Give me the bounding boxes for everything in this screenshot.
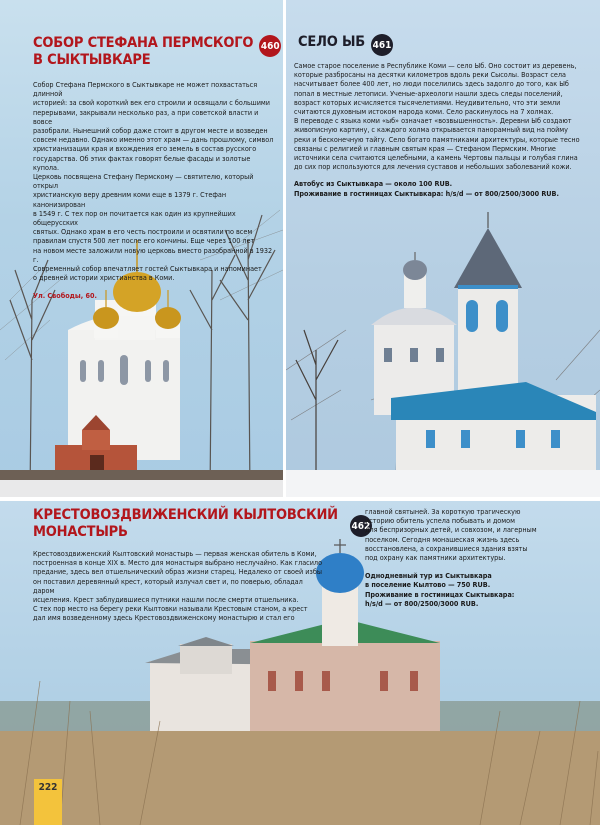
body-line: живописную картину, с каждого холма открывается панорамный вид на пойму	[294, 125, 569, 135]
body-line: совсем недавно. Однако именно этот храм — дань прошлому, символ	[33, 135, 274, 145]
body-line: связаны с религией и главным святым края — Стефаном Пермским. Многие	[294, 143, 556, 153]
body-line: построенная в конце XIX в. Место для монастыря выбрано неслучайно. Как гласило	[33, 558, 323, 568]
page-number: 222	[34, 779, 62, 825]
body-line: попал в местные летописи. Ученые-археологи нашли здесь следы поселений,	[294, 88, 563, 98]
body-line: христианскую веру древним коми еще в 1379 г. Стефан канонизирован	[33, 190, 227, 209]
body-line: Самое старое поселение в Республике Коми — село Ыб. Оно состоит из деревень,	[294, 61, 577, 70]
section-village-panel	[286, 0, 600, 497]
monastery-number-badge: 462	[350, 515, 372, 537]
body-line: о древней истории христианства в Коми.	[33, 273, 175, 283]
body-line: в 1549 г. С тех пор он почитается как один из крупнейших общерусских	[33, 208, 236, 228]
body-line: насчитывает более 400 лет, но люди поселились здесь задолго до того, как Ыб	[294, 79, 569, 89]
section-monastery-panel	[0, 501, 600, 825]
body-line: реки и бесконечную тайгу. Село богато памятниками архитектуры, которые тесно	[294, 134, 580, 144]
village-number-badge: 461	[371, 34, 393, 56]
section-cathedral-panel	[0, 0, 283, 497]
body-line: предание, здесь вел отшельнический образ жизни старец. Недалеко от своей избы	[33, 567, 322, 577]
village-body-text	[294, 61, 596, 198]
cathedral-title-line1: СОБОР СТЕФАНА ПЕРМСКОГО	[33, 35, 254, 51]
body-line: В переводе с языка коми «ыб» означает «возвышенность». Деревни Ыб создают	[294, 116, 572, 126]
monastery-title-line2: МОНАСТЫРЬ	[33, 524, 128, 540]
monastery-body-text	[33, 549, 323, 623]
body-line: дал имя возведенному здесь Крестовоздвиженскому монастырю и стал его	[33, 613, 295, 623]
body-line: которые разбросаны на десятки километров вдоль реки Сысолы. Возраст села	[294, 70, 566, 80]
body-line: историей: за свой короткий век его строили и освящали с большими	[33, 98, 270, 108]
monastery-tour-price: в поселение Кылтово — 750 RUB.	[365, 580, 491, 590]
village-bus-info: Автобус из Сыктывкара — около 100 RUB.	[294, 179, 453, 189]
monastery-hotel-label: Проживание в гостиницах Сыктывкара:	[365, 589, 515, 599]
monastery-tour-info: Однодневный тур из Сыктывкара	[365, 571, 492, 581]
body-line: святых. Однако храм в его честь построили и освятили по всем	[33, 227, 253, 237]
monastery-hotel-price: h/s/d — от 800/2500/3000 RUB.	[365, 598, 479, 608]
cathedral-body-text	[33, 80, 278, 301]
body-line: под охрану как памятники архитектуры.	[365, 553, 506, 563]
body-line: он поставил деревянный крест, который излучал свет и, по поверью, обладал даром	[33, 576, 303, 595]
body-line: Современный собор впечатляет гостей Сыктывкара и напоминает	[33, 264, 262, 274]
cathedral-heading	[33, 35, 281, 69]
cathedral-number-badge: 460	[259, 35, 281, 57]
monastery-body-text-right	[365, 507, 595, 608]
body-line: считаются духовным истоком народа коми. Село раскинулось на 7 холмах.	[294, 107, 554, 117]
monastery-title-line1: КРЕСТОВОЗДВИЖЕНСКИЙ КЫЛТОВСКИЙ	[33, 507, 338, 523]
body-line: Крестовоздвиженский Кылтовский монастырь — первая женская обитель в Коми,	[33, 549, 317, 558]
body-line: до сих пор используются для лечения суставов и небольших заболеваний кожи.	[294, 162, 572, 172]
body-line: возраст которых исчисляется тысячелетиями. Неудивительно, что эти земли	[294, 97, 561, 107]
body-line: поселком. Сегодня монашеская жизнь здесь	[365, 534, 520, 544]
body-line: на новом месте заложили новую церковь вместо разобранной в 1932 г.	[33, 245, 273, 264]
village-heading	[298, 34, 393, 56]
body-line: С тех пор место на берегу реки Кылтовки называли Крестовым станом, а крест	[33, 604, 308, 614]
village-title: СЕЛО ЫБ	[298, 34, 366, 50]
body-line: исцеления. Крест заблудившиеся путники нашли после смерти отшельника.	[33, 595, 299, 605]
cathedral-address: Ул. Свободы, 60.	[33, 291, 97, 301]
body-line: для беспризорных детей, и совхозом, и лагерным	[365, 525, 537, 535]
body-line: правилам спустя 500 лет после его кончины. Еще через 100 лет	[33, 236, 255, 246]
body-line: историю обитель успела побывать и домом	[365, 516, 515, 526]
monastery-heading	[33, 507, 372, 541]
body-line: государства. Об этих фактах говорят белые фасады и золотые купола.	[33, 153, 251, 172]
village-hotel-info: Проживание в гостиницах Сыктывкара: h/s/d — от 800/2500/3000 RUB.	[294, 188, 559, 198]
body-line: источники села считаются целебными, а камень Чертовы пальцы и голубая глина	[294, 153, 578, 163]
body-line: Церковь посвящена Стефану Пермскому — святителю, который открыл	[33, 172, 254, 191]
body-line: перерывами, закрывали несколько раз, а при советской власти и вовсе	[33, 107, 259, 126]
body-line: христианизации края и вхождения его земель в состав русского	[33, 144, 257, 154]
body-line: главной святыней. За короткую трагическую	[365, 507, 521, 516]
body-line: восстановлена, а сохранившиеся здания взяты	[365, 543, 528, 553]
cathedral-title-line2: В СЫКТЫВКАРЕ	[33, 52, 151, 68]
cathedral-title	[33, 35, 253, 69]
monastery-title	[33, 507, 338, 541]
body-line: разобрали. Нынешний собор даже стоит в другом месте и возведен	[33, 126, 268, 136]
body-line: Собор Стефана Пермского в Сыктывкаре не может похвастаться длинной	[33, 80, 258, 99]
